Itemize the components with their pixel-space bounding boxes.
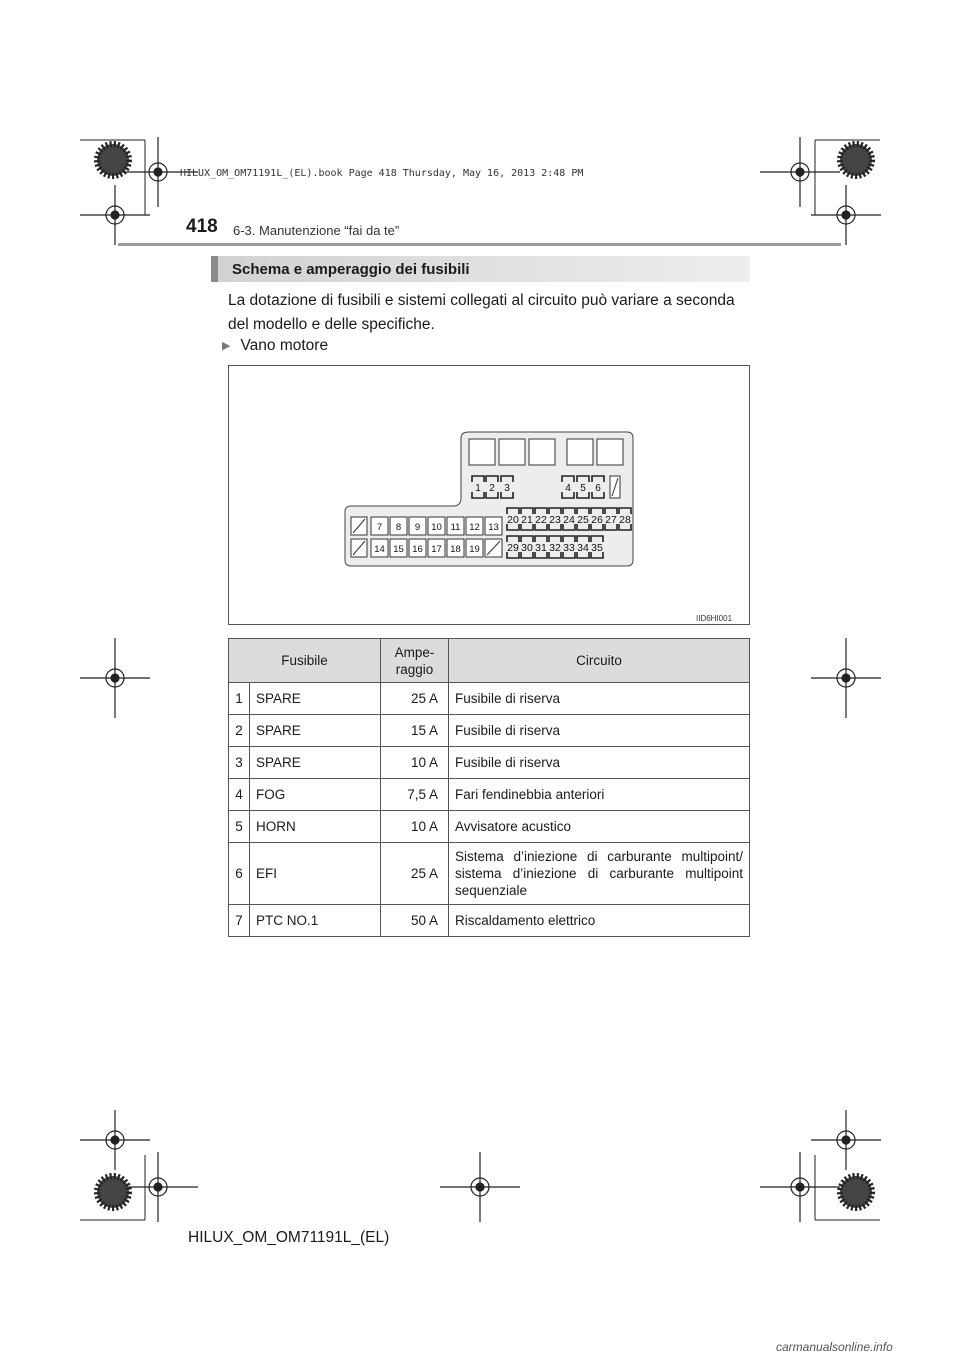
header-fuse: Fusibile [229, 639, 381, 683]
fuse-label-22: 22 [535, 514, 547, 526]
fuse-circuit: Riscaldamento elettrico [449, 905, 750, 937]
fuse-label-6: 6 [595, 483, 601, 494]
fuse-label-17: 17 [431, 544, 442, 555]
fuse-box-figure [228, 365, 750, 625]
fuse-label-9: 9 [414, 522, 421, 533]
relay-block-2 [499, 439, 525, 465]
fuse-name: SPARE [250, 747, 381, 779]
fuse-circuit: Fusibile di riserva [449, 747, 750, 779]
print-header: HILUX_OM_OM71191L_(EL).book Page 418 Thursday, May 16, 2013 2:48 PM [180, 168, 584, 179]
fuse-circuit: Fusibile di riserva [449, 683, 750, 715]
fuse-name: PTC NO.1 [250, 905, 381, 937]
location-label [222, 337, 328, 355]
fuse-label-21: 21 [521, 514, 533, 526]
row-number: 6 [229, 843, 250, 905]
watermark: carmanualsonline.info [776, 1340, 893, 1354]
fuse-amperage: 25 A [381, 843, 449, 905]
row-number: 3 [229, 747, 250, 779]
location-label-text: Vano motore [240, 337, 329, 354]
header-amperage: Ampe- raggio [381, 639, 449, 683]
fuse-label-32: 32 [549, 542, 561, 554]
row-number: 5 [229, 811, 250, 843]
fuse-name: EFI [250, 843, 381, 905]
row-number: 4 [229, 779, 250, 811]
fuse-label-2: 2 [489, 483, 495, 494]
fuse-amperage: 10 A [381, 747, 449, 779]
fuse-circuit: Fusibile di riserva [449, 715, 750, 747]
fuse-label-35: 35 [591, 542, 603, 554]
fuse-label-33: 33 [563, 542, 575, 554]
fuse-amperage: 15 A [381, 715, 449, 747]
fuse-box-diagram [229, 366, 749, 624]
fuse-amperage: 10 A [381, 811, 449, 843]
fuse-label-30: 30 [521, 542, 533, 554]
fuse-circuit: Avvisatore acustico [449, 811, 750, 843]
subsection-title: Schema e amperaggio dei fusibili [232, 261, 470, 278]
fuse-label-34: 34 [577, 542, 589, 554]
relay-block-5 [597, 439, 623, 465]
fuse-name: SPARE [250, 715, 381, 747]
fuse-table [228, 638, 750, 937]
fuse-name: FOG [250, 779, 381, 811]
fuse-label-23: 23 [549, 514, 561, 526]
fuse-circuit: Sistema d’iniezione di carburante multipoint/ sistema d’iniezione di carburante multipoint sequenziale [449, 843, 750, 905]
fuse-label-28: 28 [619, 514, 631, 526]
fuse-amperage: 25 A [381, 683, 449, 715]
fuse-label-29: 29 [507, 542, 519, 554]
fuse-name: SPARE [250, 683, 381, 715]
header-circuit: Circuito [449, 639, 750, 683]
table-row [229, 843, 750, 905]
table-row [229, 715, 750, 747]
fuse-amperage: 7,5 A [381, 779, 449, 811]
fuse-label-12: 12 [469, 522, 480, 533]
relay-block-4 [567, 439, 593, 465]
relay-block-1 [469, 439, 495, 465]
row-number: 2 [229, 715, 250, 747]
row-number: 7 [229, 905, 250, 937]
triangle-bullet-icon: ▶ [222, 340, 231, 352]
page-number: 418 [186, 216, 218, 237]
figure-code: IID6HI001 [696, 614, 733, 623]
fuse-label-7: 7 [376, 522, 383, 533]
section-title: 6-3. Manutenzione “fai da te” [233, 223, 400, 238]
footer-code: HILUX_OM_OM71191L_(EL) [188, 1229, 390, 1246]
table-row [229, 811, 750, 843]
fuse-name: HORN [250, 811, 381, 843]
fuse-label-16: 16 [412, 544, 423, 555]
table-row [229, 779, 750, 811]
fuse-amperage: 50 A [381, 905, 449, 937]
intro-text: La dotazione di fusibili e sistemi collegati al circuito può variare a seconda del modello e delle specifiche. [228, 292, 735, 333]
table-row [229, 683, 750, 715]
fuse-label-10: 10 [431, 522, 442, 533]
fuse-label-5: 5 [580, 483, 586, 494]
fuse-label-18: 18 [450, 544, 461, 555]
fuse-label-3: 3 [504, 483, 510, 494]
fuse-label-27: 27 [605, 514, 617, 526]
fuse-label-1: 1 [475, 483, 481, 494]
relay-block-3 [529, 439, 555, 465]
row-number: 1 [229, 683, 250, 715]
fuse-label-20: 20 [507, 514, 519, 526]
header-rule [118, 243, 841, 246]
fuse-label-19: 19 [469, 544, 480, 555]
table-header-row [229, 639, 750, 683]
fuse-label-25: 25 [577, 514, 589, 526]
subsection-header [211, 256, 750, 282]
fuse-label-31: 31 [535, 542, 547, 554]
fuse-label-26: 26 [591, 514, 603, 526]
fuse-label-14: 14 [374, 544, 385, 555]
fuse-label-4: 4 [565, 483, 571, 494]
fuse-label-11: 11 [450, 522, 461, 533]
fuse-label-15: 15 [393, 544, 404, 555]
fuse-label-8: 8 [395, 522, 402, 533]
table-row [229, 747, 750, 779]
fuse-label-24: 24 [563, 514, 575, 526]
fuse-circuit: Fari fendinebbia anteriori [449, 779, 750, 811]
table-row [229, 905, 750, 937]
fuse-label-13: 13 [488, 522, 499, 533]
